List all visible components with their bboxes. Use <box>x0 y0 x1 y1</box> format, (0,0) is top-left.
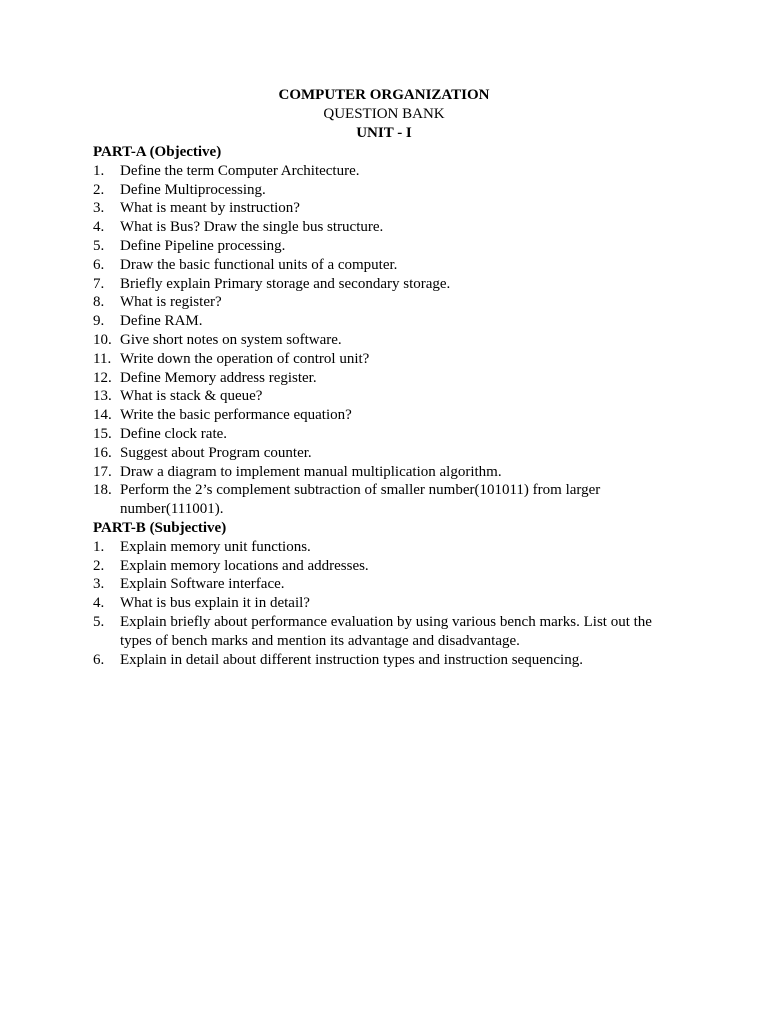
list-item <box>93 199 683 218</box>
question-text: Draw a diagram to implement manual multiplication algorithm. <box>120 463 502 480</box>
question-number: 4. <box>93 219 105 236</box>
question-text: What is Bus? Draw the single bus structure. <box>120 219 384 236</box>
question-text: Write the basic performance equation? <box>120 407 352 424</box>
question-text: Define clock rate. <box>120 425 228 442</box>
question-number: 1. <box>93 538 105 555</box>
question-text: What is bus explain it in detail? <box>120 595 310 612</box>
question-number: 15. <box>93 425 112 442</box>
question-text: Define RAM. <box>120 313 203 330</box>
question-number: 11. <box>93 350 112 367</box>
question-text: Briefly explain Primary storage and secondary storage. <box>120 275 451 292</box>
question-text: Perform the 2’s complement subtraction of smaller number(101011) from larger number(111001). <box>120 482 601 518</box>
question-number: 3. <box>93 200 105 217</box>
part-b-question-list <box>93 538 683 670</box>
list-item <box>93 162 683 181</box>
list-item <box>93 293 683 312</box>
question-number: 16. <box>93 444 112 461</box>
question-text: Define Memory address register. <box>120 369 317 386</box>
question-text: What is register? <box>120 294 222 311</box>
part-a-question-list <box>93 162 683 519</box>
question-text: What is stack & queue? <box>120 388 263 405</box>
question-number: 4. <box>93 595 105 612</box>
question-text: Explain in detail about different instruction types and instruction sequencing. <box>120 651 583 668</box>
question-text: Give short notes on system software. <box>120 331 342 348</box>
question-number: 14. <box>93 407 112 424</box>
list-item <box>93 538 683 557</box>
list-item <box>93 350 683 369</box>
list-item <box>93 331 683 350</box>
list-item <box>93 387 683 406</box>
question-text: Write down the operation of control unit? <box>120 350 370 367</box>
list-item <box>93 651 683 670</box>
question-number: 1. <box>93 162 105 179</box>
list-item <box>93 613 683 651</box>
document-title: COMPUTER ORGANIZATION <box>278 87 490 103</box>
list-item <box>93 444 683 463</box>
list-item <box>93 181 683 200</box>
question-number: 5. <box>93 237 105 254</box>
question-text: Explain memory locations and addresses. <box>120 557 369 574</box>
question-number: 3. <box>93 576 105 593</box>
document-body <box>93 143 683 669</box>
list-item <box>93 406 683 425</box>
list-item <box>93 237 683 256</box>
document-header <box>0 86 768 142</box>
question-number: 12. <box>93 369 112 386</box>
question-number: 18. <box>93 482 112 499</box>
list-item <box>93 557 683 576</box>
part-b-heading: PART-B (Subjective) <box>93 519 227 536</box>
question-text: Suggest about Program counter. <box>120 444 312 461</box>
question-number: 8. <box>93 294 105 311</box>
list-item <box>93 312 683 331</box>
unit-heading: UNIT - I <box>356 124 412 141</box>
question-number: 7. <box>93 275 105 292</box>
question-number: 10. <box>93 331 112 348</box>
question-number: 17. <box>93 463 112 480</box>
question-number: 2. <box>93 181 105 198</box>
question-text: Define Pipeline processing. <box>120 237 286 254</box>
question-number: 6. <box>93 651 105 668</box>
part-a-heading: PART-A (Objective) <box>93 144 222 160</box>
question-text: Define Multiprocessing. <box>120 181 266 198</box>
question-number: 6. <box>93 256 105 273</box>
question-number: 2. <box>93 557 105 574</box>
question-text: What is meant by instruction? <box>120 200 300 217</box>
question-text: Explain Software interface. <box>120 576 285 593</box>
list-item <box>93 575 683 594</box>
question-text: Define the term Computer Architecture. <box>120 162 360 179</box>
document-subtitle: QUESTION BANK <box>323 105 445 122</box>
list-item <box>93 425 683 444</box>
question-number: 13. <box>93 388 112 405</box>
list-item <box>93 594 683 613</box>
question-number: 5. <box>93 613 105 630</box>
list-item <box>93 463 683 482</box>
list-item <box>93 218 683 237</box>
question-number: 9. <box>93 313 105 330</box>
list-item <box>93 481 683 519</box>
question-text: Explain memory unit functions. <box>120 538 311 555</box>
list-item <box>93 256 683 275</box>
question-text: Explain briefly about performance evaluation by using various bench marks. List out the types of bench marks and mention its advantage and disadvantage. <box>120 613 652 649</box>
list-item <box>93 369 683 388</box>
list-item <box>93 275 683 294</box>
question-text: Draw the basic functional units of a computer. <box>120 256 398 273</box>
